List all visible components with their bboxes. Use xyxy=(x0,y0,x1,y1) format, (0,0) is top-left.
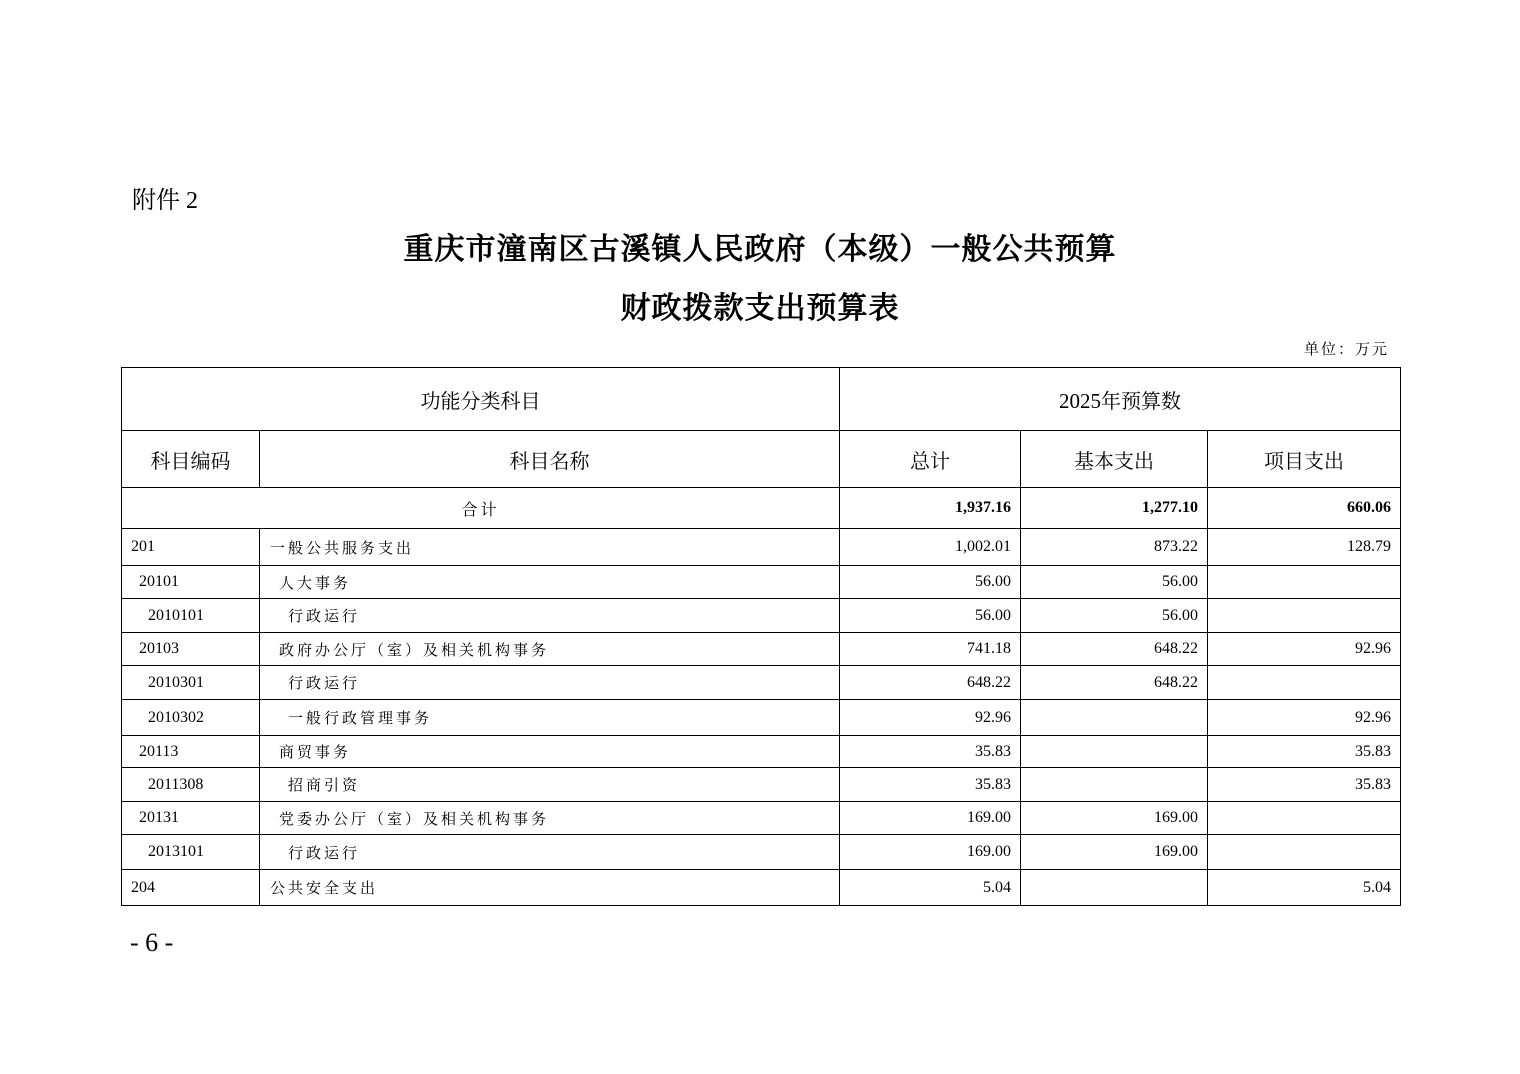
row-code: 2011308 xyxy=(122,768,260,802)
unit-label: 单位：万元 xyxy=(1303,340,1389,358)
sum-total: 1,937.16 xyxy=(840,488,1021,529)
row-project xyxy=(1208,666,1401,700)
header-budget-year xyxy=(840,368,1401,431)
document-title-line-1: 重庆市潼南区古溪镇人民政府（本级）一般公共预算 xyxy=(403,232,1117,267)
header-year-label: 年预算数 xyxy=(1101,388,1181,413)
table-row xyxy=(122,768,1401,802)
row-total: 648.22 xyxy=(840,666,1021,700)
row-basic: 873.22 xyxy=(1021,529,1208,566)
table-row xyxy=(122,700,1401,736)
row-code: 204 xyxy=(122,870,260,906)
row-name: 商贸事务 xyxy=(260,736,840,768)
row-name: 党委办公厅（室）及相关机构事务 xyxy=(260,802,840,835)
header-total: 总计 xyxy=(840,431,1021,488)
table-row xyxy=(122,566,1401,599)
attachment-text: 附件 xyxy=(132,186,180,214)
row-total: 35.83 xyxy=(840,768,1021,802)
header-columns-row xyxy=(122,431,1401,488)
row-name: 招商引资 xyxy=(260,768,840,802)
row-name: 行政运行 xyxy=(260,599,840,633)
row-code: 20103 xyxy=(122,633,260,666)
row-name: 人大事务 xyxy=(260,566,840,599)
row-total: 56.00 xyxy=(840,599,1021,633)
row-project xyxy=(1208,802,1401,835)
row-code: 2010101 xyxy=(122,599,260,633)
row-basic: 169.00 xyxy=(1021,802,1208,835)
table-row xyxy=(122,736,1401,768)
row-basic xyxy=(1021,736,1208,768)
row-basic xyxy=(1021,870,1208,906)
table-row xyxy=(122,599,1401,633)
row-name: 行政运行 xyxy=(260,835,840,870)
budget-table xyxy=(121,367,1401,906)
row-total: 92.96 xyxy=(840,700,1021,736)
row-project: 92.96 xyxy=(1208,700,1401,736)
sum-label: 合计 xyxy=(122,488,840,529)
row-total: 56.00 xyxy=(840,566,1021,599)
row-code: 2013101 xyxy=(122,835,260,870)
table-row xyxy=(122,802,1401,835)
header-code: 科目编码 xyxy=(122,431,260,488)
row-code: 201 xyxy=(122,529,260,566)
row-basic: 56.00 xyxy=(1021,599,1208,633)
row-basic: 169.00 xyxy=(1021,835,1208,870)
row-total: 741.18 xyxy=(840,633,1021,666)
row-project xyxy=(1208,566,1401,599)
row-project: 35.83 xyxy=(1208,736,1401,768)
header-name: 科目名称 xyxy=(260,431,840,488)
row-code: 2010301 xyxy=(122,666,260,700)
row-total: 1,002.01 xyxy=(840,529,1021,566)
table-row xyxy=(122,835,1401,870)
row-name: 一般公共服务支出 xyxy=(260,529,840,566)
row-name: 行政运行 xyxy=(260,666,840,700)
row-total: 169.00 xyxy=(840,802,1021,835)
header-functional-category: 功能分类科目 xyxy=(122,368,840,431)
table-row xyxy=(122,529,1401,566)
header-year: 2025 xyxy=(1059,388,1101,413)
sum-basic: 1,277.10 xyxy=(1021,488,1208,529)
row-project: 92.96 xyxy=(1208,633,1401,666)
row-project xyxy=(1208,835,1401,870)
header-basic: 基本支出 xyxy=(1021,431,1208,488)
row-basic: 648.22 xyxy=(1021,633,1208,666)
sum-row xyxy=(122,488,1401,529)
row-project: 128.79 xyxy=(1208,529,1401,566)
row-code: 20101 xyxy=(122,566,260,599)
header-group-row xyxy=(122,368,1401,431)
row-name: 公共安全支出 xyxy=(260,870,840,906)
document-title-line-2: 财政拨款支出预算表 xyxy=(620,291,900,326)
table-row xyxy=(122,870,1401,906)
row-name: 政府办公厅（室）及相关机构事务 xyxy=(260,633,840,666)
row-basic xyxy=(1021,768,1208,802)
page-number: - 6 - xyxy=(130,928,174,957)
attachment-number: 2 xyxy=(186,188,198,214)
sum-project: 660.06 xyxy=(1208,488,1401,529)
row-code: 20131 xyxy=(122,802,260,835)
row-basic: 648.22 xyxy=(1021,666,1208,700)
row-code: 20113 xyxy=(122,736,260,768)
row-basic xyxy=(1021,700,1208,736)
row-basic: 56.00 xyxy=(1021,566,1208,599)
table-row xyxy=(122,666,1401,700)
row-project: 35.83 xyxy=(1208,768,1401,802)
row-total: 35.83 xyxy=(840,736,1021,768)
attachment-label xyxy=(132,180,198,215)
row-code: 2010302 xyxy=(122,700,260,736)
row-total: 5.04 xyxy=(840,870,1021,906)
row-project: 5.04 xyxy=(1208,870,1401,906)
row-project xyxy=(1208,599,1401,633)
table-row xyxy=(122,633,1401,666)
header-project: 项目支出 xyxy=(1208,431,1401,488)
row-name: 一般行政管理事务 xyxy=(260,700,840,736)
row-total: 169.00 xyxy=(840,835,1021,870)
